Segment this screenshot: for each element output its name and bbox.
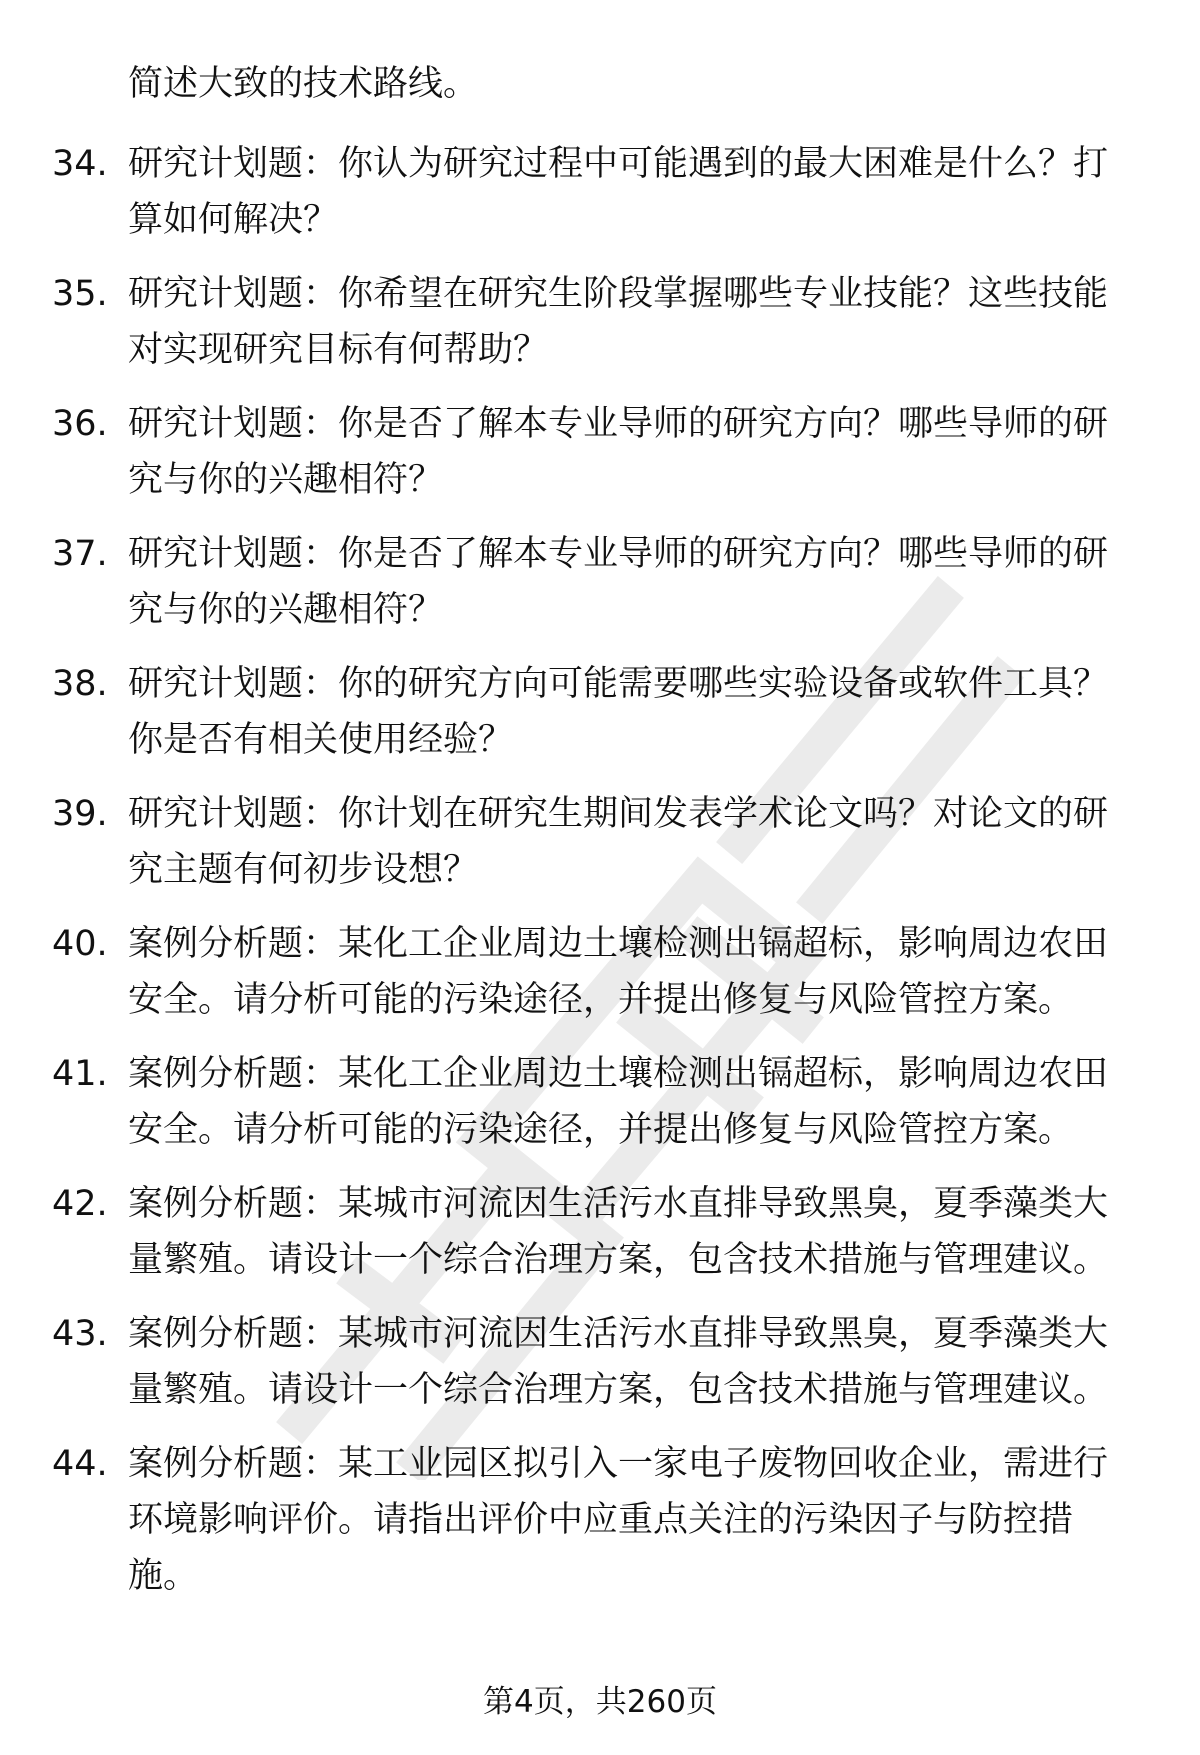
question-text: 案例分析题：某化工企业周边土壤检测出镉超标，影响周边农田安全。请分析可能的污染途径，并提出修复与风险管控方案。	[128, 924, 1109, 1020]
question-text: 研究计划题：你认为研究过程中可能遇到的最大困难是什么？打算如何解决？	[128, 144, 1109, 240]
list-item	[0, 1176, 1200, 1306]
question-number: 41.	[52, 1054, 108, 1094]
question-list	[0, 136, 1200, 1606]
list-item	[0, 916, 1200, 1046]
question-number: 44.	[52, 1444, 108, 1484]
question-number: 40.	[52, 924, 108, 964]
question-number: 37.	[52, 534, 108, 574]
question-text: 研究计划题：你是否了解本专业导师的研究方向？哪些导师的研究与你的兴趣相符？	[128, 534, 1109, 630]
question-number: 43.	[52, 1314, 108, 1354]
list-item	[0, 266, 1200, 396]
question-text: 案例分析题：某工业园区拟引入一家电子废物回收企业，需进行环境影响评价。请指出评价中应重点关注的污染因子与防控措施。	[128, 1444, 1109, 1596]
question-text: 研究计划题：你计划在研究生期间发表学术论文吗？对论文的研究主题有何初步设想？	[128, 794, 1109, 890]
page-number-footer: 第4页，共260页	[483, 1684, 717, 1720]
list-item	[0, 656, 1200, 786]
continuation-text: 简述大致的技术路线。	[128, 64, 479, 104]
question-text: 研究计划题：你希望在研究生阶段掌握哪些专业技能？这些技能对实现研究目标有何帮助？	[128, 274, 1109, 370]
list-item	[0, 786, 1200, 916]
question-number: 39.	[52, 794, 108, 834]
question-number: 38.	[52, 664, 108, 704]
list-item	[0, 526, 1200, 656]
question-number: 34.	[52, 144, 108, 184]
question-text: 研究计划题：你是否了解本专业导师的研究方向？哪些导师的研究与你的兴趣相符？	[128, 404, 1109, 500]
question-number: 42.	[52, 1184, 108, 1224]
question-text: 案例分析题：某城市河流因生活污水直排导致黑臭，夏季藻类大量繁殖。请设计一个综合治理方案，包含技术措施与管理建议。	[128, 1314, 1109, 1410]
list-item	[0, 1306, 1200, 1436]
question-text: 研究计划题：你的研究方向可能需要哪些实验设备或软件工具？你是否有相关使用经验？	[128, 664, 1109, 760]
list-item	[0, 1046, 1200, 1176]
question-text: 案例分析题：某化工企业周边土壤检测出镉超标，影响周边农田安全。请分析可能的污染途径，并提出修复与风险管控方案。	[128, 1054, 1109, 1150]
list-item	[0, 1436, 1200, 1606]
question-number: 35.	[52, 274, 108, 314]
question-text: 案例分析题：某城市河流因生活污水直排导致黑臭，夏季藻类大量繁殖。请设计一个综合治理方案，包含技术措施与管理建议。	[128, 1184, 1109, 1280]
list-item	[0, 136, 1200, 266]
question-number: 36.	[52, 404, 108, 444]
list-item	[0, 396, 1200, 526]
